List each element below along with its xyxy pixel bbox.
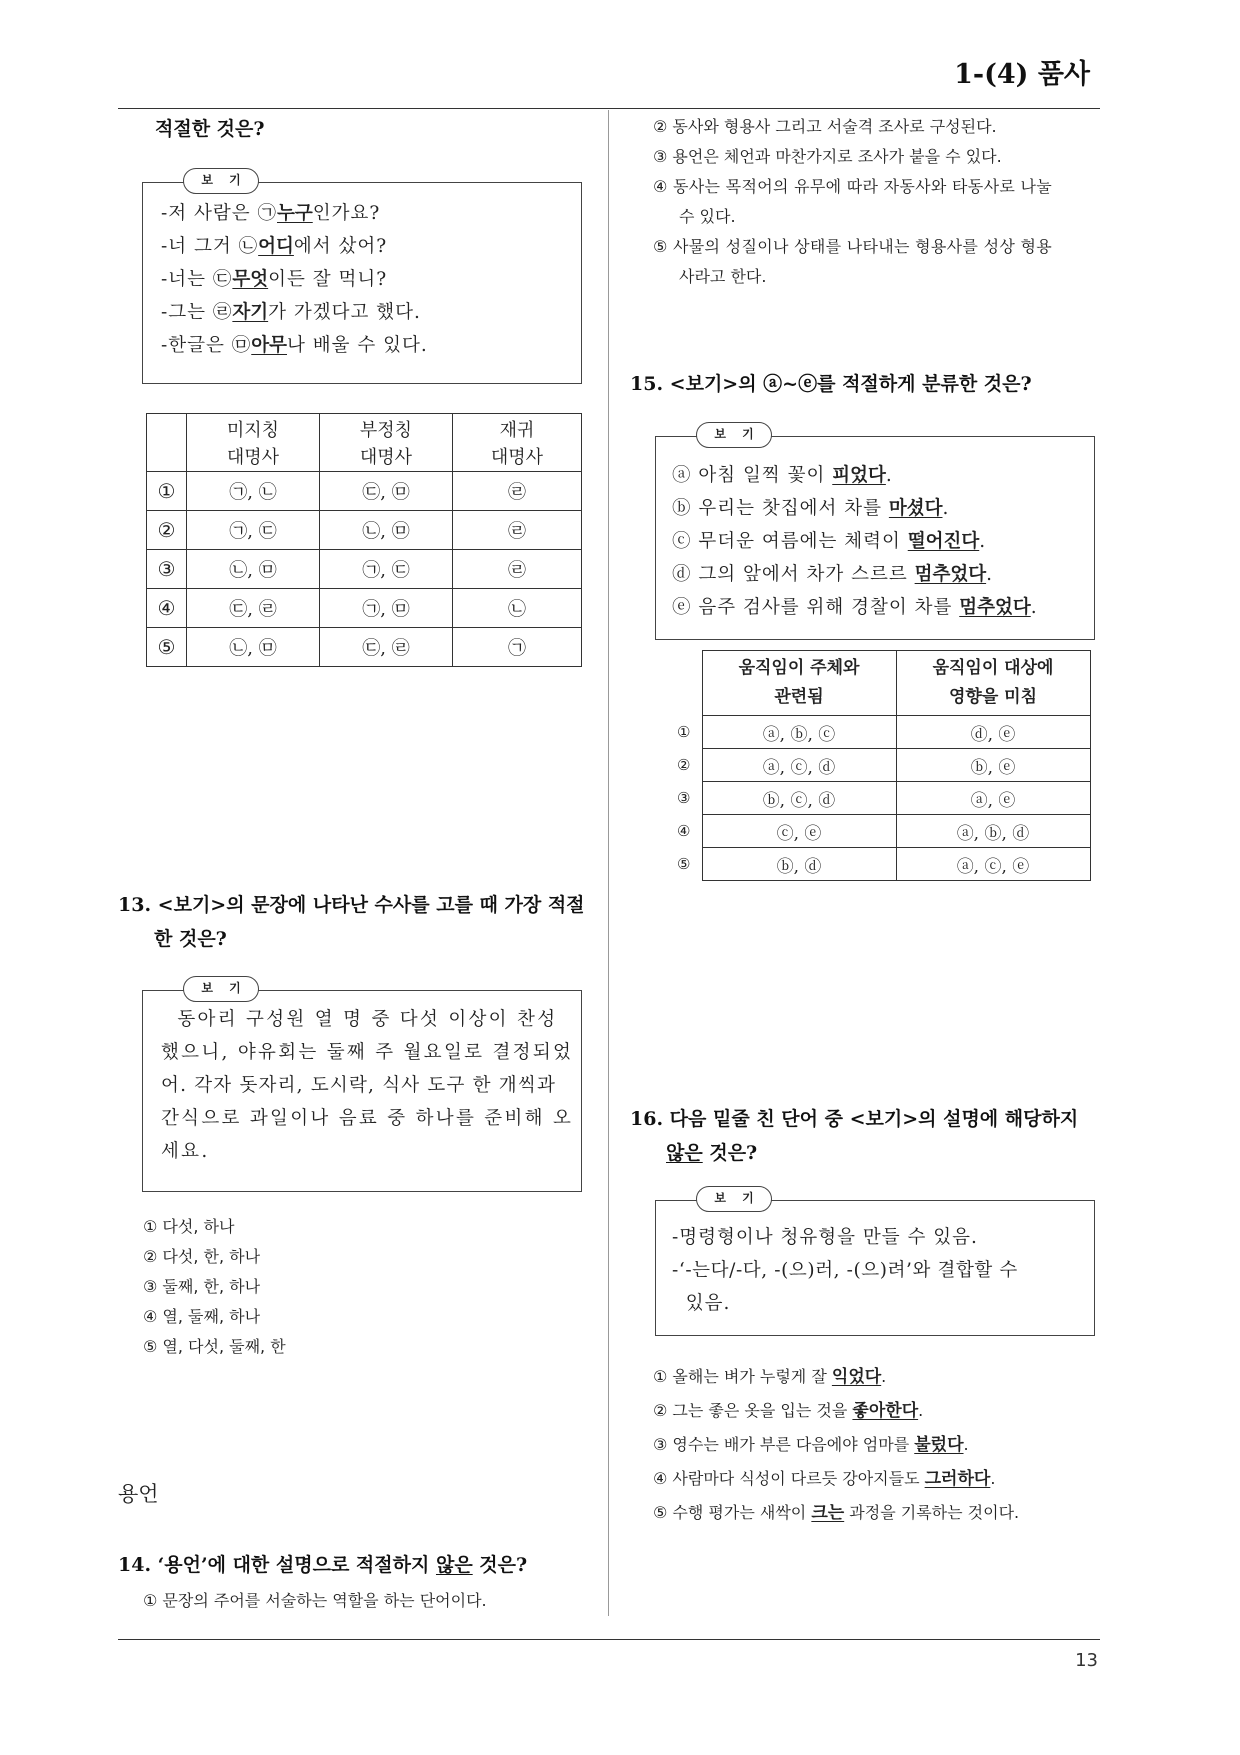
q15-bogi-line: ⓒ 무더운 여름에는 체력이 떨어진다.: [672, 531, 987, 552]
table-row: ① ⓐ, ⓑ, ⓒ ⓓ, ⓔ: [666, 716, 1090, 749]
q15-underlined-word: 멈추었다: [914, 564, 987, 585]
q15-bogi-line: ⓔ 음주 검사를 위해 경찰이 차를 멈추었다.: [672, 597, 1038, 618]
q16-underlined-word: 불렀다: [914, 1435, 964, 1455]
q16-underlined-word: 그러하다: [924, 1469, 991, 1489]
q13-stem: [118, 888, 588, 956]
q14-option-5[interactable]: ⑤ 사물의 성질이나 상태를 나타내는 형용사를 성상 형용: [653, 237, 1052, 256]
q15-bogi-lines: [672, 459, 1038, 624]
q12-bogi-line: -너 그거 ㉡어디에서 샀어?: [161, 236, 388, 257]
table-header-row: 미지칭 대명사 부정칭 대명사 재귀 대명사: [147, 414, 582, 472]
q15-stem: 15. <보기>의 ⓐ~ⓔ를 적절하게 분류한 것은?: [630, 373, 1032, 395]
q13-option-5[interactable]: ⑤ 열, 다섯, 둘째, 한: [143, 1337, 286, 1356]
q12-bogi-line: -그는 ㉣자기가 가겠다고 했다.: [161, 302, 421, 323]
q15-underlined-word: 멈추었다: [959, 597, 1031, 618]
table-row: ⑤ ㉡, ㉤ ㉢, ㉣ ㉠: [147, 628, 582, 667]
table-row: ② ㉠, ㉢ ㉡, ㉤ ㉣: [147, 511, 582, 550]
q15-bogi-box: [655, 436, 1095, 640]
q16-stem-line: 않은 것은?: [666, 1142, 758, 1164]
header-rule: [118, 108, 1100, 109]
q13-bogi-line: 세요.: [161, 1141, 210, 1162]
q13-options: [143, 1212, 286, 1362]
q12-underlined-word: 무엇: [232, 269, 269, 290]
q15-underlined-word: 마셨다: [888, 498, 943, 519]
q14-option-2[interactable]: ② 동사와 형용사 그리고 서술격 조사로 구성된다.: [653, 117, 997, 136]
q12-bogi-line: -너는 ㉢무엇이든 잘 먹니?: [161, 269, 388, 290]
q15-bogi-label: 보 기: [696, 422, 772, 448]
q16-underlined-word: 좋아한다: [852, 1401, 919, 1421]
q16-option-4[interactable]: ④ 사람마다 식성이 다르듯 강아지들도 그러하다.: [653, 1469, 996, 1489]
table-row: ③ ㉡, ㉤ ㉠, ㉢ ㉣: [147, 550, 582, 589]
q16-bogi-line: -‘-는다/-다, -(으)러, -(으)려’와 결합할 수: [672, 1260, 1018, 1281]
q16-underlined-word: 크는: [811, 1503, 845, 1523]
q16-option-2[interactable]: ② 그는 좋은 옷을 입는 것을 좋아한다.: [653, 1401, 924, 1421]
q14-options-continued: [653, 112, 1052, 292]
table-row: ③ ⓑ, ⓒ, ⓓ ⓐ, ⓔ: [666, 782, 1090, 815]
q13-bogi-line: 했으니, 야유회는 둘째 주 월요일로 결정되었: [161, 1042, 574, 1063]
q13-bogi-line: 동아리 구성원 열 명 중 다섯 이상이 찬성: [161, 1009, 558, 1030]
q14-stem-text: 것은?: [472, 1554, 528, 1576]
q13-option-1[interactable]: ① 다섯, 하나: [143, 1217, 235, 1236]
q16-bogi-box: [655, 1200, 1095, 1336]
table-row: ② ⓐ, ⓒ, ⓓ ⓑ, ⓔ: [666, 749, 1090, 782]
q15-bogi-line: ⓓ 그의 앞에서 차가 스르르 멈추었다.: [672, 564, 993, 585]
table-row: ④ ⓒ, ⓔ ⓐ, ⓑ, ⓓ: [666, 815, 1090, 848]
q12-bogi-label: 보 기: [183, 168, 259, 194]
q12-bogi-lines: [161, 197, 428, 362]
q16-option-5[interactable]: ⑤ 수행 평가는 새싹이 크는 과정을 기록하는 것이다.: [653, 1503, 1020, 1523]
q15-underlined-word: 피었다: [832, 465, 886, 486]
q16-bogi-lines: [672, 1221, 1018, 1320]
q12-answer-table: [146, 413, 582, 667]
q12-stem-text: 적절한 것은?: [155, 118, 265, 140]
q13-option-3[interactable]: ③ 둘째, 한, 하나: [143, 1277, 261, 1296]
q15-bogi-line: ⓐ 아침 일찍 꽃이 피었다.: [672, 465, 893, 486]
q12-underlined-word: 어디: [258, 236, 294, 257]
q13-stem-line: 13. <보기>의 문장에 나타난 수사를 고를 때 가장 적절: [118, 894, 585, 916]
q12-underlined-word: 아무: [251, 335, 287, 356]
column-divider: [608, 110, 609, 1616]
q12-bogi-box: [142, 182, 582, 384]
q15-underlined-word: 떨어진다: [907, 531, 980, 552]
q16-bogi-line: -명령형이나 청유형을 만들 수 있음.: [672, 1227, 978, 1248]
table-header-row: 움직임이 주체와 관련됨 움직임이 대상에 영향을 미침: [666, 651, 1090, 716]
q16-bogi-line: 있음.: [672, 1293, 731, 1314]
q14-stem-underline: 않은: [435, 1554, 473, 1576]
section-title: 용언: [118, 1482, 159, 1506]
q14-option-5-cont: 사라고 한다.: [679, 267, 767, 286]
q16-options: [653, 1360, 1019, 1530]
q14-option-4[interactable]: ④ 동사는 목적어의 유무에 따라 자동사와 타동사로 나눌: [653, 177, 1052, 196]
q13-bogi-label: 보 기: [183, 976, 259, 1002]
q16-stem: [630, 1102, 1100, 1170]
q12-stem: [155, 112, 265, 146]
table-row: ① ㉠, ㉡ ㉢, ㉤ ㉣: [147, 472, 582, 511]
q16-underlined-word: 익었다: [831, 1367, 882, 1387]
q13-stem-line: 한 것은?: [154, 928, 227, 950]
q15-answer-table: [666, 650, 1091, 881]
q14-option-1[interactable]: ① 문장의 주어를 서술하는 역할을 하는 단어이다.: [143, 1591, 487, 1610]
q14-option-4-cont: 수 있다.: [679, 207, 736, 226]
q15-bogi-line: ⓑ 우리는 찻집에서 차를 마셨다.: [672, 498, 950, 519]
q16-option-3[interactable]: ③ 영수는 배가 부른 다음에야 엄마를 불렀다.: [653, 1435, 969, 1455]
page-number: 13: [1075, 1650, 1098, 1671]
q12-bogi-line: -한글은 ㉤아무나 배울 수 있다.: [161, 335, 428, 356]
q12-underlined-word: 누구: [277, 203, 313, 224]
q13-bogi-lines: [161, 1003, 573, 1168]
table-row: ⑤ ⓑ, ⓓ ⓐ, ⓒ, ⓔ: [666, 848, 1090, 881]
q14-option-3[interactable]: ③ 용언은 체언과 마찬가지로 조사가 붙을 수 있다.: [653, 147, 1002, 166]
q13-option-2[interactable]: ② 다섯, 한, 하나: [143, 1247, 261, 1266]
q12-underlined-word: 자기: [232, 302, 269, 323]
table-row: ④ ㉢, ㉣ ㉠, ㉤ ㉡: [147, 589, 582, 628]
q13-bogi-line: 간식으로 과일이나 음료 중 하나를 준비해 오: [161, 1108, 574, 1129]
q13-bogi-box: [142, 990, 582, 1192]
q16-stem-underline: 않은: [666, 1142, 703, 1164]
footer-rule: [118, 1639, 1100, 1640]
q16-stem-line: 16. 다음 밑줄 친 단어 중 <보기>의 설명에 해당하지: [630, 1108, 1079, 1130]
page-header-title: 1-(4) 품사: [954, 59, 1090, 90]
q12-bogi-line: -저 사람은 ㉠누구인가요?: [161, 203, 381, 224]
q16-bogi-label: 보 기: [696, 1186, 772, 1212]
q14-stem: [118, 1548, 527, 1582]
q14-stem-text: 14. ‘용언’에 대한 설명으로 적절하지: [118, 1554, 436, 1576]
q16-option-1[interactable]: ① 올해는 벼가 누렇게 잘 익었다.: [653, 1367, 887, 1387]
q13-option-4[interactable]: ④ 열, 둘째, 하나: [143, 1307, 261, 1326]
q13-bogi-line: 어. 각자 돗자리, 도시락, 식사 도구 한 개씩과: [161, 1075, 557, 1096]
